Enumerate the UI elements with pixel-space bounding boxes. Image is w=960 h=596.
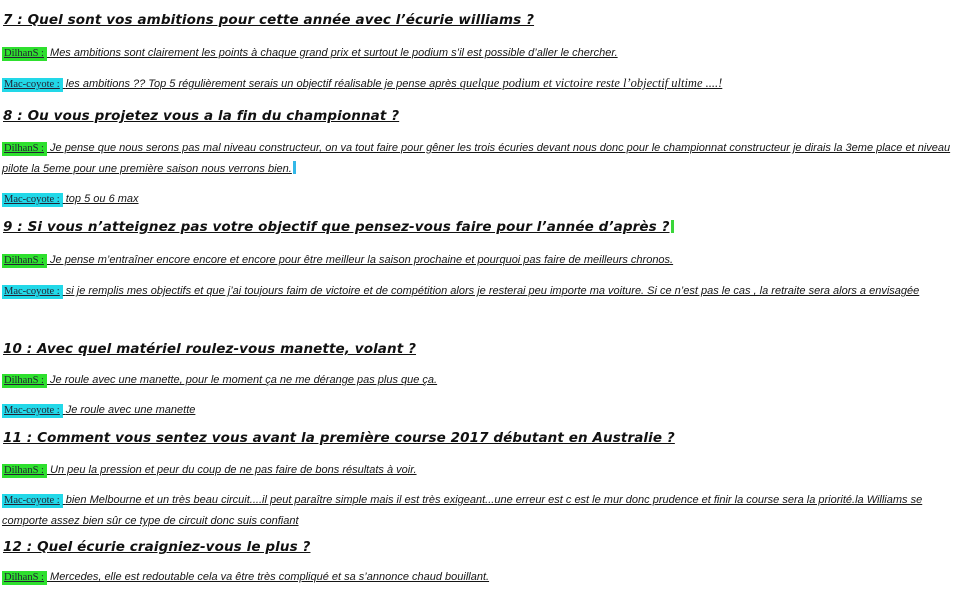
answer-11-mac [2,490,958,532]
answer-text: Mercedes, elle est redoutable cela va être très compliqué et sa s’annonce chaud bouillant. [50,571,490,583]
question-9 [3,219,674,235]
speaker-tag-dilhan: DilhanS : [2,571,47,585]
speaker-tag-dilhan: DilhanS : [2,142,47,156]
answer-8-mac [2,189,958,210]
question-9-text: 9 : Si vous n’atteignez pas votre objectif que pensez-vous faire pour l’année d’après ? [3,219,670,235]
question-10: 10 : Avec quel matériel roulez-vous manette, volant ? [3,341,417,357]
answer-9-mac [2,281,958,302]
answer-text: les ambitions ?? Top 5 régulièrement serais un objectif réalisable je pense après [65,78,457,90]
answer-7-mac [2,73,958,95]
answer-10-dilhan [2,370,958,391]
answer-text: top 5 ou 6 max [65,193,139,205]
text-cursor [293,161,296,174]
text-cursor [671,220,674,233]
answer-text: Je roule avec une manette [65,404,196,416]
answer-text: si je remplis mes objectifs et que j’ai toujours faim de victoire et de compétition alors je resterai peu importe ma voiture. Si ce n’est pas le cas , la retraite sera alors a envisagée [65,285,920,297]
speaker-tag-mac: Mac-coyote : [2,78,63,92]
speaker-tag-mac: Mac-coyote : [2,404,63,418]
speaker-tag-dilhan: DilhanS : [2,254,47,268]
answer-10-mac [2,400,958,421]
answer-text: Un peu la pression et peur du coup de ne pas faire de bons résultats à voir. [50,464,417,476]
speaker-tag-mac: Mac-coyote : [2,285,63,299]
question-12: 12 : Quel écurie craigniez-vous le plus ? [3,539,311,555]
answer-12-dilhan [2,567,958,588]
answer-9-dilhan [2,250,958,271]
speaker-tag-mac: Mac-coyote : [2,193,63,207]
answer-text: Je pense m’entraîner encore encore et encore pour être meilleur la saison prochaine et pourquoi pas faire de meilleurs chronos. [50,254,674,266]
answer-7-dilhan [2,43,958,64]
answer-text: Mes ambitions sont clairement les points à chaque grand prix et surtout le podium s’il est possible d’aller le chercher. [50,47,618,59]
question-7: 7 : Quel sont vos ambitions pour cette année avec l’écurie williams ? [3,12,535,28]
speaker-tag-dilhan: DilhanS : [2,374,47,388]
speaker-tag-dilhan: DilhanS : [2,47,47,61]
speaker-tag-dilhan: DilhanS : [2,464,47,478]
answer-text-serif: quelque podium et victoire reste l’objectif ultime ....! [459,76,723,90]
speaker-tag-mac: Mac-coyote : [2,494,63,508]
answer-8-dilhan [2,138,958,180]
answer-text: Je roule avec une manette, pour le moment ça ne me dérange pas plus que ça. [50,374,438,386]
answer-11-dilhan [2,460,958,481]
question-11: 11 : Comment vous sentez vous avant la première course 2017 débutant en Australie ? [3,430,675,446]
answer-text: Je pense que nous serons pas mal niveau constructeur, on va tout faire pour gêner les trois écuries devant nous donc pour le championnat constructeur je dirais la 3eme place et niveau pilote la 5eme pour une première saison nous verrons bien. [2,142,951,175]
answer-text: bien Melbourne et un très beau circuit....il peut paraître simple mais il est très exigeant...une erreur est c est le mur donc prudence et finir la course sera la priorité.la Williams se comporte assez bien sûr ce type de circuit donc suis confiant [2,494,923,527]
question-8: 8 : Ou vous projetez vous a la fin du championnat ? [3,108,400,124]
